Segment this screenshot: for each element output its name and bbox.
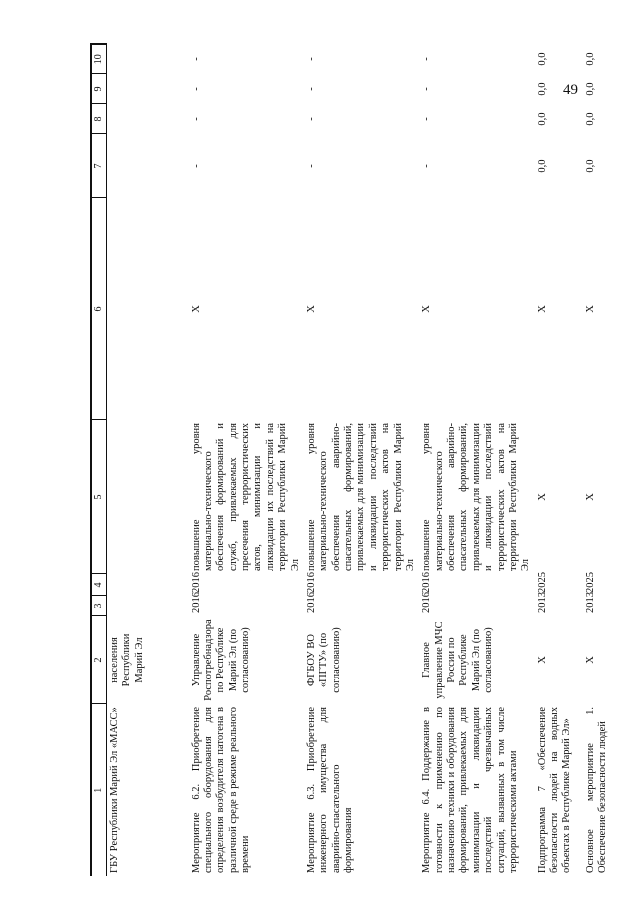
column-number-header xyxy=(91,44,107,876)
table-row xyxy=(583,44,623,876)
value-cell: - xyxy=(421,164,433,168)
table-row xyxy=(419,44,534,876)
measure-name-cell: Мероприятие 6.2. Приобретение специального оборудования для определения возбудителя патогена в различной среде в режиме реального времени xyxy=(190,707,251,873)
table-row xyxy=(107,44,189,876)
result-cell xyxy=(107,420,189,574)
table-row xyxy=(535,44,583,876)
value-cell: 0,0 xyxy=(584,52,596,66)
column-header: 5 xyxy=(91,420,107,574)
result-cell: X xyxy=(584,493,596,501)
value-cell: - xyxy=(421,57,433,61)
value-cell: 0,0 xyxy=(584,159,596,173)
end-year-cell xyxy=(107,574,189,596)
value-cell: 0,0 xyxy=(584,112,596,126)
result-cell: повышение уровня материально-технического обеспечения аварийно-спасательных формирований, привлекаемых для минимизации и ликвидации последствий террористических актов на территории Республики Марий Эл xyxy=(421,423,532,571)
executor-cell: X xyxy=(536,656,548,664)
measure-name-cell: Мероприятие 6.4. Поддержание в готовности к применению по назначению техники и оборудования формирований, привлекаемых для минимизации и ликвидации последствий чрезвычайных ситуаций, вызванных в том числе террористическими актами xyxy=(421,707,519,873)
executor-cell: Управление Роспотребнадзора по Республике Марий Эл (по согласованию) xyxy=(190,619,251,701)
measure-name-cell: Мероприятие 6.3. Приобретение инженерного имущества для аварийно-спасательного формирования xyxy=(305,707,354,873)
rotated-page-content xyxy=(90,44,622,876)
value-cell: - xyxy=(305,117,317,121)
value-cell: - xyxy=(421,87,433,91)
measure-name-cell: Основное мероприятие 1. Обеспечение безопасности людей xyxy=(584,707,608,873)
value-cell: 0,0 xyxy=(536,52,548,66)
value-cell xyxy=(107,74,189,104)
executor-cell: Главное управление МЧС России по Республике Марий Эл (по согласованию) xyxy=(421,621,495,699)
value-cell: - xyxy=(190,117,202,121)
value-cell: 0,0 xyxy=(584,82,596,96)
value-cell: 0,0 xyxy=(536,159,548,173)
value-cell: - xyxy=(190,57,202,61)
column-header: 1 xyxy=(91,704,107,876)
end-year-cell: 2025 xyxy=(584,572,596,593)
start-year-cell xyxy=(107,596,189,616)
end-year-cell: 2016 xyxy=(190,572,202,593)
indicator-cell: X xyxy=(305,305,317,313)
end-year-cell: 2016 xyxy=(305,572,317,593)
result-cell: повышение уровня материально-технического обеспечения формирований и служб, привлекаемых для пресечения террористических актов, минимизации и ликвидации их последствий на территории Республики Марий Эл xyxy=(190,423,301,571)
end-year-cell: 2016 xyxy=(421,572,433,593)
responsible-org-cell: ГБУ Республики Марий Эл «МАСС» xyxy=(109,707,120,873)
program-measures-table xyxy=(90,43,623,876)
value-cell xyxy=(107,104,189,134)
end-year-cell: 2025 xyxy=(536,572,548,593)
value-cell xyxy=(107,44,189,74)
start-year-cell: 2013 xyxy=(536,592,548,613)
value-cell: - xyxy=(305,87,317,91)
start-year-cell: 2016 xyxy=(190,592,202,613)
indicator-cell: X xyxy=(190,305,202,313)
table-row xyxy=(189,44,304,876)
page-number: 49 xyxy=(563,82,578,98)
value-cell: - xyxy=(190,87,202,91)
executor-cell: ФГБОУ ВО «ПГТУ» (по согласованию) xyxy=(305,627,342,693)
column-header: 3 xyxy=(91,596,107,616)
column-header: 6 xyxy=(91,198,107,420)
result-cell: X xyxy=(536,493,548,501)
table-row xyxy=(304,44,419,876)
value-cell: 0,0 xyxy=(536,112,548,126)
column-header: 8 xyxy=(91,104,107,134)
start-year-cell: 2016 xyxy=(421,592,433,613)
column-header: 7 xyxy=(91,134,107,198)
result-cell: повышение уровня материально-технического обеспечения аварийно-спасательных формирований, привлекаемых для минимизации и ликвидации последствий террористических актов на территории Республики Марий Эл xyxy=(305,423,416,571)
value-cell: - xyxy=(421,117,433,121)
start-year-cell: 2016 xyxy=(305,592,317,613)
value-cell: - xyxy=(305,57,317,61)
start-year-cell: 2013 xyxy=(584,592,596,613)
column-header: 10 xyxy=(91,44,107,74)
column-header: 9 xyxy=(91,74,107,104)
indicator-cell: X xyxy=(584,305,596,313)
column-header: 4 xyxy=(91,574,107,596)
subprogram-name-cell: Подпрограмма 7 «Обеспечение безопасности людей на водных объектах в Республике Марий Эл» xyxy=(536,707,573,873)
value-cell: 0,0 xyxy=(536,82,548,96)
indicator-cell: X xyxy=(421,305,433,313)
value-cell: - xyxy=(305,164,317,168)
executor-cell: X xyxy=(584,656,596,664)
indicator-cell: X xyxy=(536,305,548,313)
executor-cell: населения Республики Марий Эл xyxy=(109,633,145,687)
indicator-cell xyxy=(107,198,189,420)
value-cell xyxy=(107,134,189,198)
value-cell: - xyxy=(190,164,202,168)
column-header: 2 xyxy=(91,616,107,704)
